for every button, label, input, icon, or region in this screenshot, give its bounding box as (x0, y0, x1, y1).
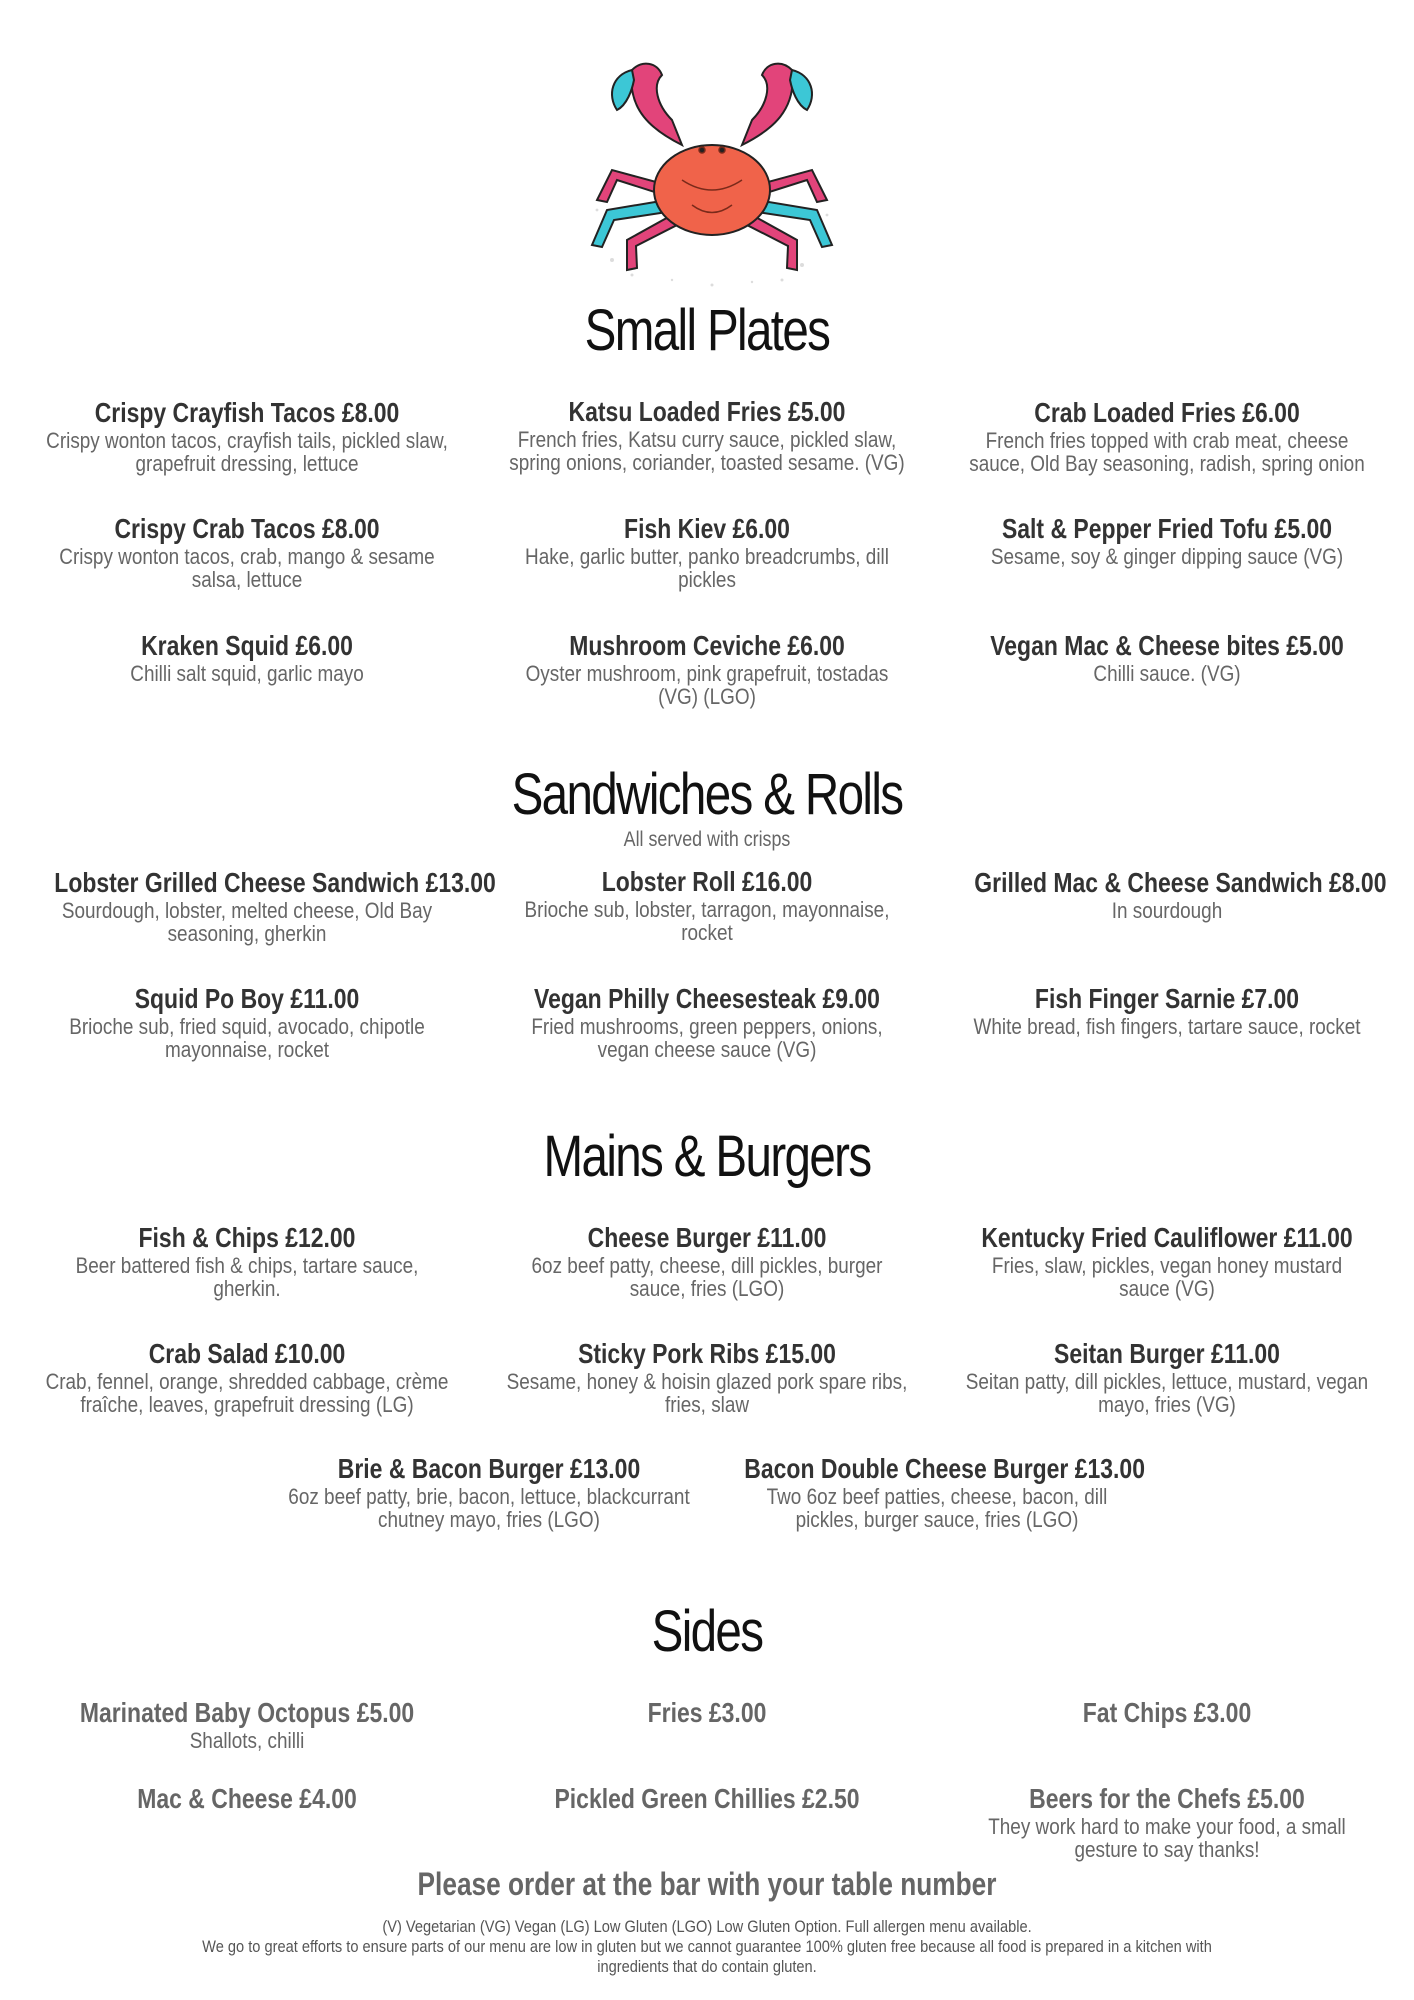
menu-item (12, 1222, 482, 1300)
item-desc: Brioche sub, lobster, tarragon, mayonnaise, rocket (524, 897, 890, 945)
item-desc: Crispy wonton tacos, crab, mango & sesame salsa, lettuce (59, 544, 435, 592)
menu-item (932, 397, 1402, 475)
item-desc: They work hard to make your food, a small gesture to say thanks! (988, 1814, 1346, 1862)
item-desc: Sesame, honey & hoisin glazed pork spare ribs, fries, slaw (506, 1369, 908, 1417)
menu-item (472, 866, 942, 944)
item-desc: White bread, fish fingers, tartare sauce, rocket (973, 1014, 1361, 1039)
item-name: Crab Salad £10.00 (148, 1338, 346, 1369)
menu-item (472, 1222, 942, 1300)
item-name: Salt & Pepper Fried Tofu £5.00 (1001, 513, 1333, 544)
menu-item (932, 513, 1402, 568)
menu-item (12, 1697, 482, 1752)
item-desc: Fries, slaw, pickles, vegan honey mustard sauce (VG) (991, 1253, 1343, 1301)
item-name: Katsu Loaded Fries £5.00 (568, 396, 846, 427)
item-desc: 6oz beef patty, brie, bacon, lettuce, blackcurrant chutney mayo, fries (LGO) (288, 1484, 690, 1532)
menu-item (472, 1697, 942, 1729)
item-name: Grilled Mac & Cheese Sandwich £8.00 (974, 867, 1387, 898)
section-subtitle: All served with crisps (623, 828, 791, 851)
item-name: Cheese Burger £11.00 (587, 1222, 827, 1253)
item-desc: Hake, garlic butter, panko breadcrumbs, dill pickles (525, 544, 889, 592)
item-desc: 6oz beef patty, cheese, dill pickles, burger sauce, fries (LGO) (531, 1253, 883, 1301)
menu-item (472, 513, 942, 591)
item-desc: Two 6oz beef patties, cheese, bacon, dill pickles, burger sauce, fries (LGO) (766, 1484, 1108, 1532)
order-instructions: Please order at the bar with your table number (417, 1866, 997, 1902)
item-desc: Brioche sub, fried squid, avocado, chipotle mayonnaise, rocket (69, 1014, 425, 1062)
item-name: Bacon Double Cheese Burger £13.00 (744, 1453, 1145, 1484)
section-title-sides: Sides (651, 1599, 763, 1664)
menu-item (12, 983, 482, 1061)
item-name: Lobster Roll £16.00 (601, 866, 813, 897)
item-name: Kraken Squid £6.00 (141, 630, 353, 661)
item-name: Fries £3.00 (647, 1697, 767, 1728)
item-desc: Fried mushrooms, green peppers, onions, vegan cheese sauce (VG) (531, 1014, 883, 1062)
item-name: Lobster Grilled Cheese Sandwich £13.00 (54, 867, 496, 898)
item-desc: Sesame, soy & ginger dipping sauce (VG) (990, 544, 1344, 569)
menu-item (12, 513, 482, 591)
menu-item (12, 397, 482, 475)
item-desc: Sourdough, lobster, melted cheese, Old Bay seasoning, gherkin (61, 898, 433, 946)
item-desc: Chilli salt squid, garlic mayo (130, 661, 364, 686)
menu-item (932, 983, 1402, 1038)
menu-item (254, 1453, 724, 1531)
menu-item (932, 1697, 1402, 1729)
item-name: Fish Kiev £6.00 (624, 513, 790, 544)
item-name: Mac & Cheese £4.00 (137, 1783, 357, 1814)
item-desc: Oyster mushroom, pink grapefruit, tostadas (VG) (LGO) (525, 661, 889, 709)
section-title-sandwiches: Sandwiches & Rolls (511, 762, 903, 827)
allergen-key: (V) Vegetarian (VG) Vegan (LG) Low Gluten (LGO) Low Gluten Option. Full allergen menu available. (382, 1917, 1032, 1936)
menu-item (702, 1453, 1172, 1531)
gluten-disclaimer: We go to great efforts to ensure parts of our menu are low in gluten but we cannot guarantee 100% gluten free because all food is prepared in a kitchen with ingredients that do contain gluten. (202, 1937, 1212, 1976)
menu-item (932, 1338, 1402, 1416)
menu-item (12, 1783, 482, 1815)
item-name: Kentucky Fried Cauliflower £11.00 (981, 1222, 1353, 1253)
menu-item (932, 1783, 1402, 1861)
item-name: Brie & Bacon Burger £13.00 (337, 1453, 641, 1484)
menu-item (472, 1783, 942, 1815)
menu-item (472, 983, 942, 1061)
menu-item (932, 630, 1402, 685)
menu-item (12, 867, 496, 946)
menu-item (472, 396, 942, 474)
item-name: Vegan Mac & Cheese bites £5.00 (990, 630, 1344, 661)
item-desc: Chilli sauce. (VG) (1093, 661, 1241, 686)
item-name: Sticky Pork Ribs £15.00 (578, 1338, 836, 1369)
item-desc: Crispy wonton tacos, crayfish tails, pickled slaw, grapefruit dressing, lettuce (46, 428, 448, 476)
crab-logo-icon (572, 50, 852, 300)
item-desc: Beer battered fish & chips, tartare sauce, gherkin. (75, 1253, 419, 1301)
menu-item (932, 867, 1402, 922)
item-name: Crispy Crab Tacos £8.00 (114, 513, 380, 544)
item-name: Squid Po Boy £11.00 (134, 983, 360, 1014)
item-name: Mushroom Ceviche £6.00 (569, 630, 845, 661)
menu-item (472, 1338, 942, 1416)
item-name: Marinated Baby Octopus £5.00 (79, 1697, 415, 1728)
menu-item (12, 630, 482, 685)
section-title-mains: Mains & Burgers (543, 1124, 871, 1189)
menu-item (472, 630, 942, 708)
item-name: Seitan Burger £11.00 (1054, 1338, 1280, 1369)
item-name: Fat Chips £3.00 (1082, 1697, 1252, 1728)
item-name: Crab Loaded Fries £6.00 (1034, 397, 1300, 428)
item-name: Pickled Green Chillies £2.50 (554, 1783, 860, 1814)
item-desc: French fries, Katsu curry sauce, pickled slaw, spring onions, coriander, toasted sesame. (VG) (509, 427, 905, 475)
item-name: Beers for the Chefs £5.00 (1029, 1783, 1305, 1814)
item-name: Fish Finger Sarnie £7.00 (1034, 983, 1300, 1014)
item-desc: Crab, fennel, orange, shredded cabbage, crème fraîche, leaves, grapefruit dressing (LG) (45, 1369, 449, 1417)
menu-item (932, 1222, 1402, 1300)
section-title-small-plates: Small Plates (584, 298, 830, 363)
item-desc: In sourdough (1111, 898, 1223, 923)
item-name: Fish & Chips £12.00 (138, 1222, 356, 1253)
item-desc: Shallots, chilli (189, 1728, 305, 1753)
item-desc: French fries topped with crab meat, cheese sauce, Old Bay seasoning, radish, spring onion (969, 428, 1365, 476)
item-name: Crispy Crayfish Tacos £8.00 (94, 397, 400, 428)
item-name: Vegan Philly Cheesesteak £9.00 (534, 983, 880, 1014)
item-desc: Seitan patty, dill pickles, lettuce, mustard, vegan mayo, fries (VG) (965, 1369, 1369, 1417)
menu-item (12, 1338, 482, 1416)
